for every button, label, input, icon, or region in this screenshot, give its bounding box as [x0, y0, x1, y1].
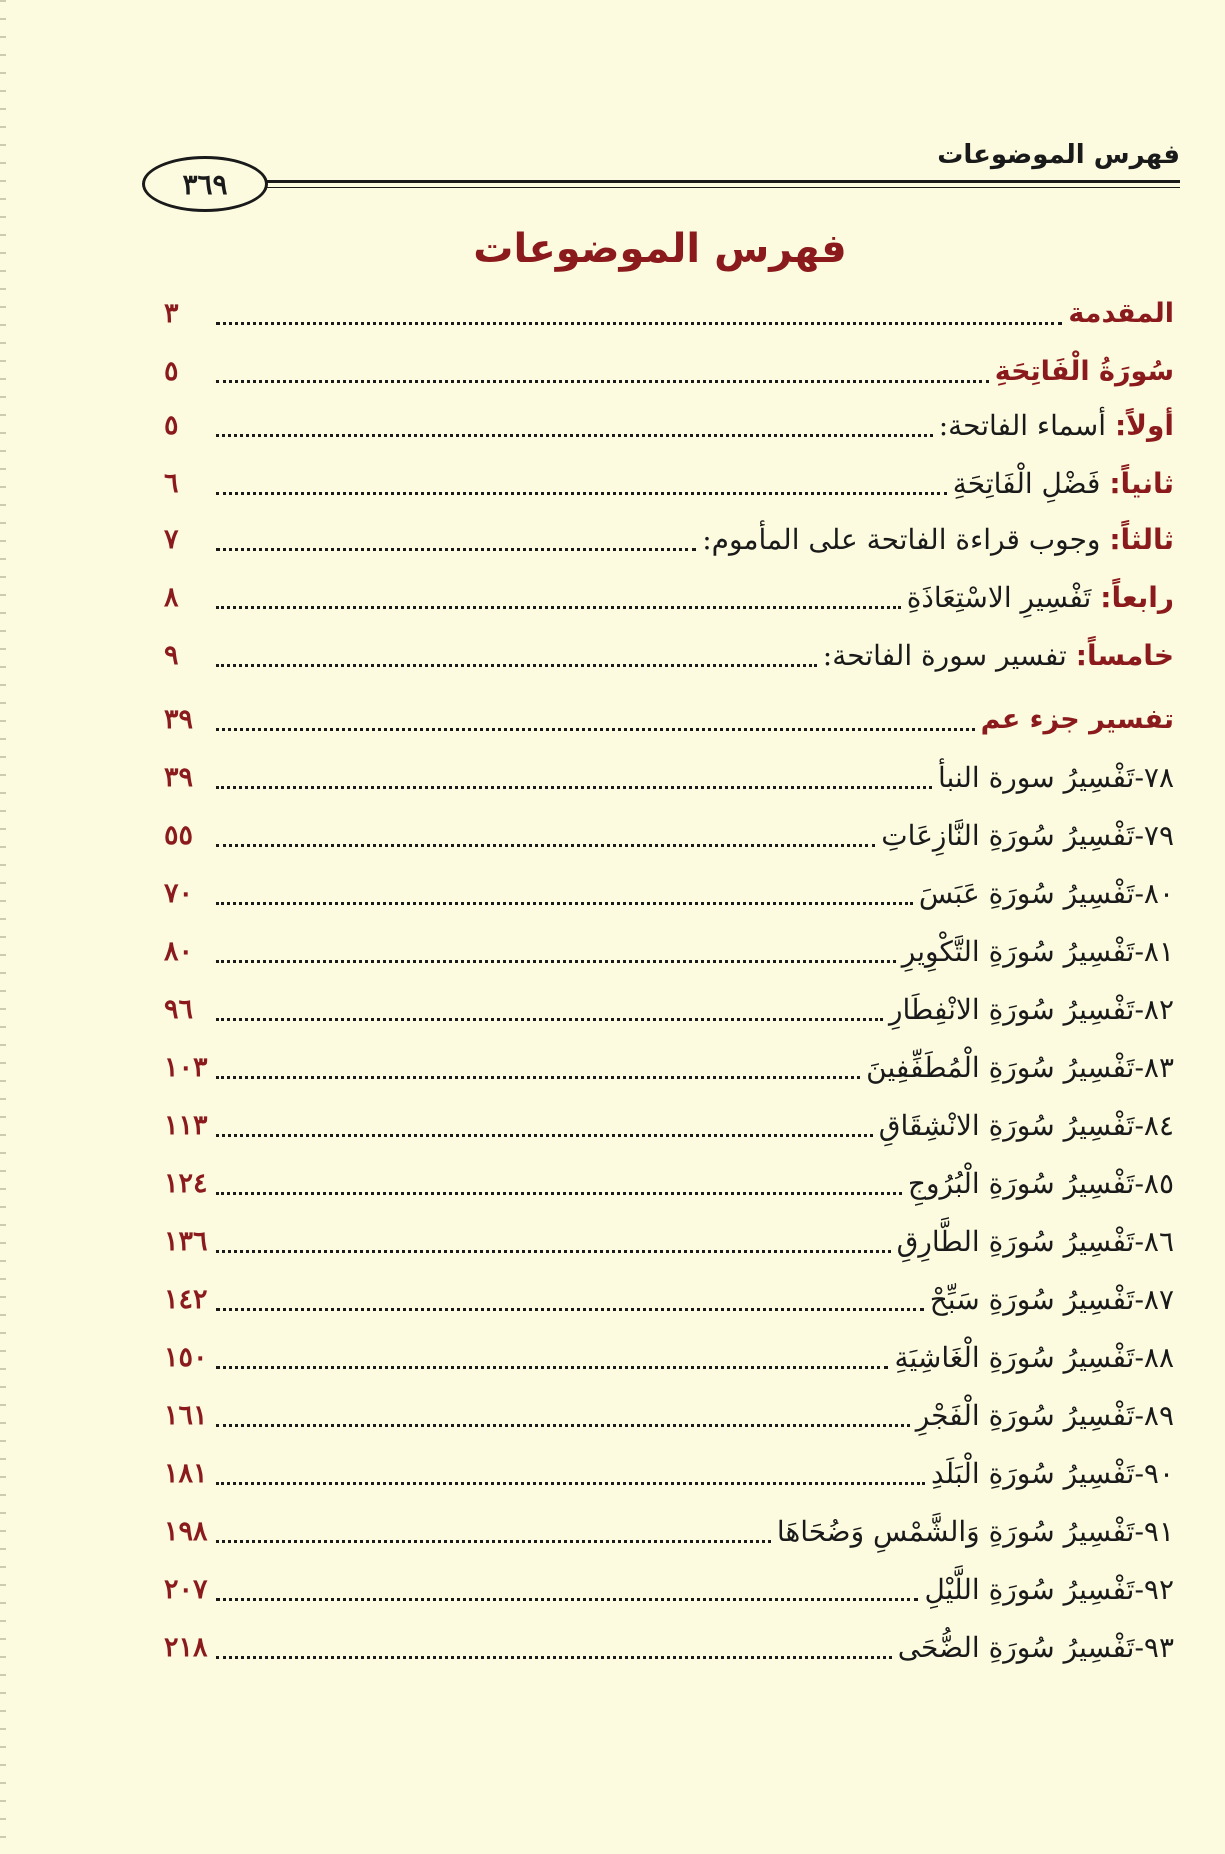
toc-entry: [164, 516, 1174, 562]
toc-entry-title: [919, 877, 1174, 910]
toc-entry-title: [931, 1457, 1174, 1490]
toc-entry-text: أسماء الفاتحة:: [938, 408, 1115, 442]
toc-entry-title: [981, 704, 1174, 735]
toc-entry-title: [823, 639, 1174, 672]
toc-entry-title: [881, 819, 1174, 852]
toc-entry-page: ٨: [164, 581, 179, 613]
dot-leader: [216, 1482, 925, 1485]
toc-entry-text: ٨٨-تَفْسِيرُ سُورَةِ الْغَاشِيَةِ: [894, 1340, 1174, 1374]
toc-entry-page: ٩: [164, 639, 179, 671]
toc-entry-page: ٨٠: [164, 935, 194, 967]
toc-entry-text: ٧٨-تَفْسِيرُ سورة النبأ: [937, 760, 1174, 794]
toc-entry-title: [777, 1515, 1174, 1548]
toc-entry-page: ١٨١: [164, 1457, 208, 1489]
toc-entry-page: ٦: [164, 467, 179, 499]
toc-entry: [164, 290, 1174, 336]
dot-leader: [216, 1134, 873, 1137]
toc-entry-page: ٧: [164, 523, 179, 555]
toc-entry-text: ٨٦-تَفْسِيرُ سُورَةِ الطَّارِقِ: [896, 1224, 1174, 1258]
toc-entry-text: ٩٢-تَفْسِيرُ سُورَةِ اللَّيْلِ: [924, 1572, 1174, 1606]
toc-entry: [164, 1044, 1174, 1090]
binding-edge: [0, 0, 6, 1854]
toc-entry-page: ١٥٠: [164, 1341, 208, 1373]
toc-entry-title: [894, 1341, 1174, 1374]
toc-entry-title: [702, 523, 1174, 556]
dot-leader: [216, 492, 947, 495]
toc-entry-page: ١٠٣: [164, 1051, 208, 1083]
toc-entry-title: [897, 1225, 1174, 1258]
dot-leader: [216, 960, 896, 963]
toc-entry-page: ٥: [164, 409, 179, 441]
toc-entry: [164, 1566, 1174, 1612]
toc-entry-page: ١٦١: [164, 1399, 208, 1431]
toc-entry-text: تَفْسِيرِ الاسْتِعَاذَةِ: [906, 580, 1101, 614]
dot-leader: [216, 1192, 902, 1195]
header-rule-thin: [260, 187, 1180, 188]
toc-entry-page: ٧٠: [164, 877, 194, 909]
toc-entry: [164, 754, 1174, 800]
toc-entry: [164, 348, 1174, 394]
toc-title: فهرس الموضوعات: [473, 226, 847, 272]
toc-entry: [164, 460, 1174, 506]
toc-entry: [164, 1392, 1174, 1438]
toc-entry-page: ٥: [164, 355, 179, 387]
toc-entry-title: [898, 1631, 1174, 1664]
toc-entry-text: تفسير سورة الفاتحة:: [822, 638, 1076, 672]
toc-entry-title: [938, 761, 1174, 794]
dot-leader: [216, 1366, 888, 1369]
toc-entry-title: [995, 356, 1174, 387]
toc-entry: [164, 1160, 1174, 1206]
toc-entry-page: ٣: [164, 297, 179, 329]
toc-entry-title: [902, 935, 1174, 968]
dot-leader: [216, 322, 1062, 325]
toc-entry-text: ٨١-تَفْسِيرُ سُورَةِ التَّكْوِيرِ: [901, 934, 1174, 968]
toc-entry-title: [908, 1167, 1174, 1200]
toc-entry: [164, 1334, 1174, 1380]
toc-entry: [164, 986, 1174, 1032]
dot-leader: [216, 844, 875, 847]
toc-entry-text: ٨٤-تَفْسِيرُ سُورَةِ الانْشِقَاقِ: [878, 1108, 1174, 1142]
toc-entry-title: [953, 467, 1174, 500]
toc-entry-text: ٨٩-تَفْسِيرُ سُورَةِ الْفَجْرِ: [915, 1398, 1174, 1432]
toc-entry-page: ٥٥: [164, 819, 194, 851]
toc-entry-text: فَضْلِ الْفَاتِحَةِ: [952, 466, 1110, 500]
toc-entry: [164, 812, 1174, 858]
toc-entry: [164, 1276, 1174, 1322]
dot-leader: [216, 1656, 892, 1659]
toc-entry-title: [930, 1283, 1174, 1316]
toc-entry-title: [939, 409, 1174, 442]
dot-leader: [216, 1540, 771, 1543]
dot-leader: [216, 1018, 883, 1021]
toc-entry: [164, 1102, 1174, 1148]
toc-entry: [164, 1218, 1174, 1264]
toc-entry-text: ٨٠-تَفْسِيرُ سُورَةِ عَبَسَ: [918, 876, 1174, 910]
dot-leader: [216, 1598, 918, 1601]
toc-entry-title: [879, 1109, 1174, 1142]
dot-leader: [216, 728, 975, 731]
dot-leader: [216, 1308, 924, 1311]
running-header: [140, 140, 1180, 210]
toc-entry: [164, 1508, 1174, 1554]
toc-entry-title: [889, 993, 1174, 1026]
toc-entry: [164, 402, 1174, 448]
toc-entry: [164, 1624, 1174, 1670]
dot-leader: [216, 902, 913, 905]
toc-entry: [164, 870, 1174, 916]
toc-entry: [164, 696, 1174, 742]
toc-entry-title: [916, 1399, 1174, 1432]
dot-leader: [216, 380, 989, 383]
toc-entry-text: تفسير جزء عم: [980, 703, 1174, 735]
toc-entry-text: ٨٥-تَفْسِيرُ سُورَةِ الْبُرُوجِ: [907, 1166, 1174, 1200]
toc-entry-page: ٢١٨: [164, 1631, 208, 1663]
toc-entry-text: ٨٣-تَفْسِيرُ سُورَةِ الْمُطَفِّفِينَ: [866, 1050, 1174, 1084]
toc-entry-text: وجوب قراءة الفاتحة على المأموم:: [702, 522, 1110, 556]
toc-entry-prefix: خامساً:: [1075, 638, 1174, 672]
toc-entry-title: [907, 581, 1174, 614]
toc-entry-page: ٢٠٧: [164, 1573, 208, 1605]
toc-entry-prefix: أولاً:: [1114, 408, 1174, 442]
dot-leader: [216, 786, 932, 789]
toc-entry-page: ١٣٦: [164, 1225, 208, 1257]
toc-entry-prefix: ثالثاً:: [1109, 522, 1174, 556]
toc-entry-page: ٣٩: [164, 761, 194, 793]
toc-entry-text: ٩٣-تَفْسِيرُ سُورَةِ الضُّحَى: [897, 1630, 1174, 1664]
running-header-title: فهرس الموضوعات: [937, 140, 1180, 170]
toc-entry: [164, 928, 1174, 974]
toc-entry-page: ١١٣: [164, 1109, 208, 1141]
dot-leader: [216, 664, 817, 667]
dot-leader: [216, 434, 933, 437]
dot-leader: [216, 548, 696, 551]
toc-entry-text: ٨٢-تَفْسِيرُ سُورَةِ الانْفِطَارِ: [888, 992, 1174, 1026]
toc-entry-page: ٣٩: [164, 703, 194, 735]
toc-entry-page: ٩٦: [164, 993, 194, 1025]
toc-entry-title: [924, 1573, 1174, 1606]
page-number: ٣٦٩: [142, 156, 268, 212]
dot-leader: [216, 1424, 910, 1427]
dot-leader: [216, 1076, 860, 1079]
toc-entry-page: ١٢٤: [164, 1167, 208, 1199]
toc-entry: [164, 574, 1174, 620]
dot-leader: [216, 1250, 891, 1253]
book-page: [140, 140, 1180, 1710]
toc-entry-text: ٨٧-تَفْسِيرُ سُورَةِ سَبِّحْ: [929, 1282, 1174, 1316]
toc-entry-page: ١٤٢: [164, 1283, 208, 1315]
toc-entry-text: سُورَةُ الْفَاتِحَةِ: [994, 355, 1174, 387]
dot-leader: [216, 606, 901, 609]
toc-entry-prefix: رابعاً:: [1100, 580, 1174, 614]
toc-entry-page: ١٩٨: [164, 1515, 208, 1547]
toc-entry: [164, 632, 1174, 678]
toc-entry-title: [866, 1051, 1174, 1084]
toc-entry-text: المقدمة: [1068, 297, 1174, 329]
toc-entry-text: ٧٩-تَفْسِيرُ سُورَةِ النَّازِعَاتِ: [881, 818, 1174, 852]
toc-entry-title: [1068, 298, 1174, 329]
header-rule: [260, 180, 1180, 183]
toc-entry-prefix: ثانياً:: [1109, 466, 1174, 500]
toc-entry-text: ٩٠-تَفْسِيرُ سُورَةِ الْبَلَدِ: [930, 1456, 1174, 1490]
toc-entry: [164, 1450, 1174, 1496]
toc-entry-text: ٩١-تَفْسِيرُ سُورَةِ وَالشَّمْسِ وَضُحَاهَا: [776, 1514, 1174, 1548]
